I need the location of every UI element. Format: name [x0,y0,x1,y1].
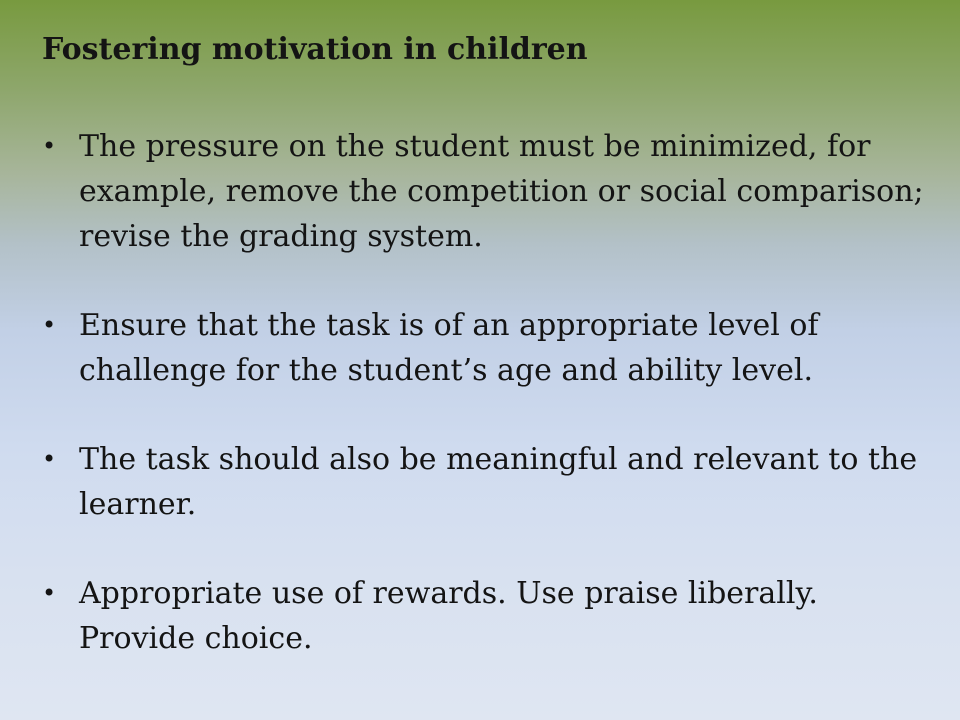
bullet-icon: • [42,311,57,339]
bullet-item [42,571,932,661]
bullet-text: Ensure that the task is of an appropriate level of challenge for the student’s age and ability level. [79,308,819,388]
slide-title: Fostering motivation in children [42,32,588,67]
bullet-item [42,437,932,527]
bullet-icon: • [42,132,57,160]
bullet-text: The pressure on the student must be minimized, for example, remove the competition or social comparison; revise the grading system. [79,129,924,254]
bullet-item [42,303,932,393]
bullet-list [42,124,932,705]
bullet-text: The task should also be meaningful and relevant to the learner. [79,442,918,522]
bullet-item [42,124,932,259]
bullet-text: Appropriate use of rewards. Use praise liberally. Provide choice. [79,576,818,656]
bullet-icon: • [42,445,57,473]
bullet-icon: • [42,579,57,607]
